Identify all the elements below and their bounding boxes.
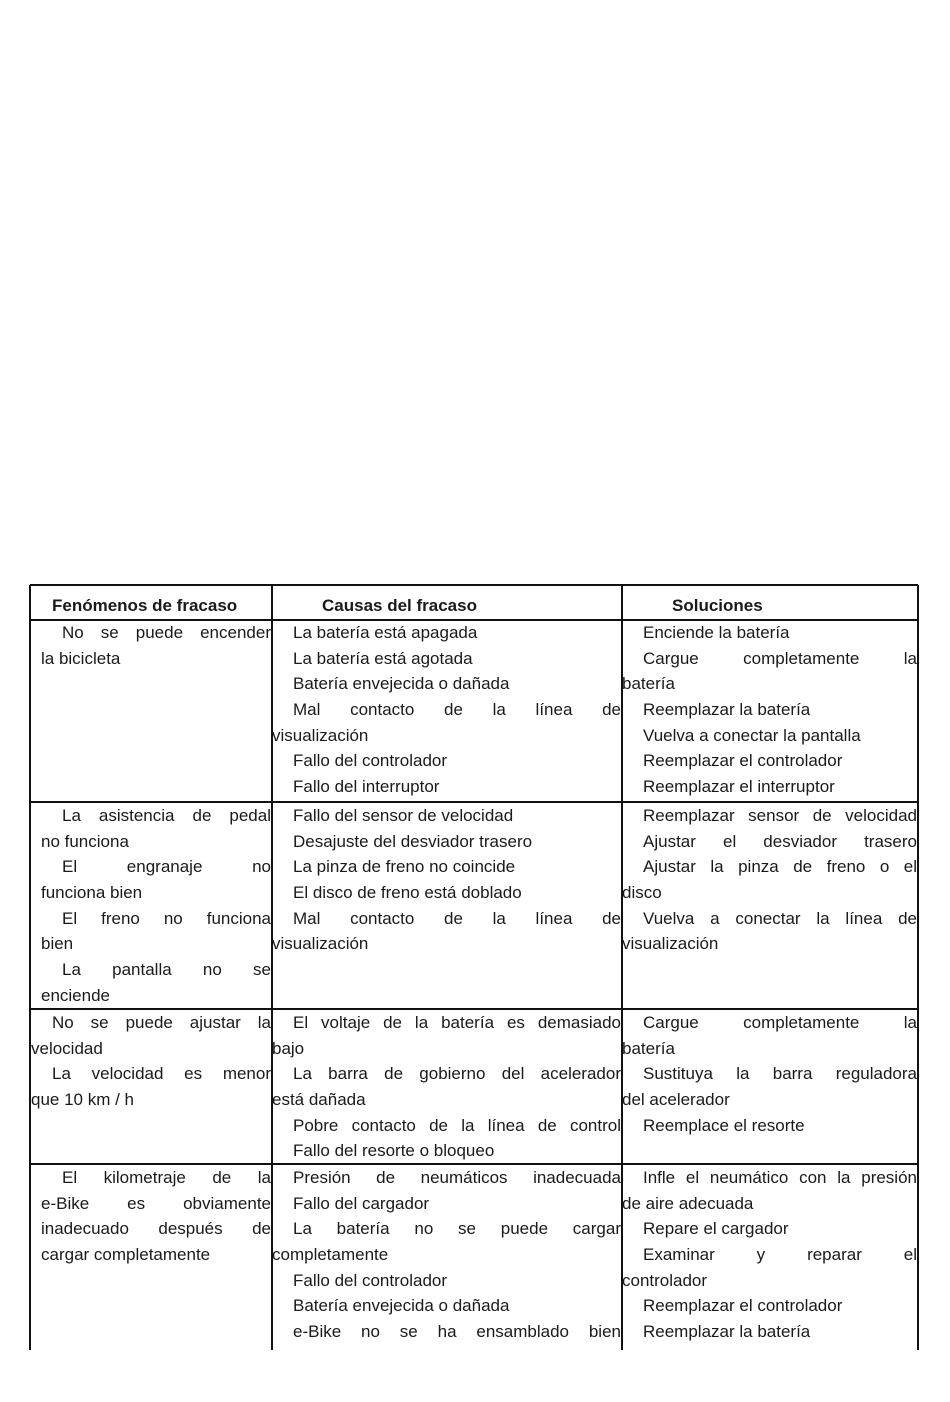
cell-line: Reemplazar el interruptor xyxy=(643,777,835,797)
cell-line: cargar completamente xyxy=(41,1245,211,1265)
cell-line: Repare el cargador xyxy=(643,1219,789,1239)
cell-line: El kilometraje de la xyxy=(62,1168,271,1187)
causes-cell xyxy=(272,620,621,800)
cell-line: e-Bike no se ha ensamblado bien xyxy=(293,1322,621,1342)
cell-line: Batería envejecida o dañada xyxy=(293,674,510,694)
cell-line: La barra de gobierno del acelerador xyxy=(293,1064,621,1084)
cell-line: Reemplace el resorte xyxy=(643,1115,805,1135)
cell-line: Reemplazar sensor de velocidad xyxy=(643,806,917,825)
cell-line: Ajustar la pinza de freno o el xyxy=(643,857,917,877)
cell-line: de aire adecuada xyxy=(622,1193,754,1213)
solutions-cell xyxy=(622,803,917,957)
cell-line: El engranaje no xyxy=(62,857,271,877)
cell-line: La batería está apagada xyxy=(293,623,478,642)
cell-line: Fallo del resorte o bloqueo xyxy=(293,1141,495,1161)
cell-line: Ajustar el desviador trasero xyxy=(643,831,917,851)
solutions-cell xyxy=(622,620,917,800)
cell-line: la bicicleta xyxy=(41,648,121,668)
cell-line: La pinza de freno no coincide xyxy=(293,857,516,877)
solutions-cell xyxy=(622,1165,917,1345)
cell-line: La batería no se puede cargar xyxy=(293,1219,621,1239)
phenomena-cell xyxy=(31,1010,271,1113)
cell-line: batería xyxy=(622,674,675,694)
cell-line: controlador xyxy=(622,1270,708,1290)
cell-line: Enciende la batería xyxy=(643,623,790,642)
header-solutions: Soluciones xyxy=(672,596,763,615)
cell-line: Desajuste del desviador trasero xyxy=(293,831,533,851)
cell-line: Sustituya la barra reguladora xyxy=(643,1064,917,1084)
cell-line: bien xyxy=(41,934,74,954)
cell-line: batería xyxy=(622,1038,675,1058)
cell-line: Fallo del cargador xyxy=(293,1193,430,1213)
phenomena-cell xyxy=(41,803,271,1009)
cell-line: El freno no funciona xyxy=(62,908,271,928)
cell-line: Reemplazar el controlador xyxy=(643,1296,843,1316)
cell-line: La batería está agotada xyxy=(293,648,473,668)
cell-line: bajo xyxy=(272,1038,305,1058)
solutions-cell xyxy=(622,1010,917,1138)
cell-line: visualización xyxy=(622,934,719,954)
cell-line: visualización xyxy=(272,934,369,954)
cell-line: Batería envejecida o dañada xyxy=(293,1296,510,1316)
cell-line: Mal contacto de la línea de xyxy=(293,908,621,928)
cell-line: velocidad xyxy=(31,1038,103,1058)
cell-line: Fallo del sensor de velocidad xyxy=(293,806,514,825)
cell-line: Reemplazar la batería xyxy=(643,1322,811,1342)
cell-line: La velocidad es menor xyxy=(52,1064,271,1084)
phenomena-cell xyxy=(41,620,271,671)
cell-line: Vuelva a conectar la línea de xyxy=(643,908,917,928)
header-causes: Causas del fracaso xyxy=(322,596,477,615)
cell-line: está dañada xyxy=(272,1090,366,1110)
cell-line: no funciona xyxy=(41,831,129,851)
cell-line: funciona bien xyxy=(41,883,143,903)
causes-cell xyxy=(272,1010,621,1164)
causes-cell xyxy=(272,803,621,957)
cell-line: Examinar y reparar el xyxy=(643,1245,917,1265)
cell-line: Presión de neumáticos inadecuada xyxy=(293,1168,621,1187)
cell-line: Infle el neumático con la presión xyxy=(643,1168,917,1187)
header-phenomena: Fenómenos de fracaso xyxy=(52,596,238,615)
cell-line: El voltaje de la batería es demasiado xyxy=(293,1013,621,1032)
cell-line: Mal contacto de la línea de xyxy=(293,700,621,720)
cell-line: Cargue completamente la xyxy=(643,1013,917,1032)
cell-line: disco xyxy=(622,883,662,903)
cell-line: Fallo del interruptor xyxy=(293,777,440,797)
cell-line: Reemplazar la batería xyxy=(643,700,811,720)
cell-line: Pobre contacto de la línea de control xyxy=(293,1115,621,1135)
cell-line: Cargue completamente la xyxy=(643,648,917,668)
cell-line: No se puede ajustar la xyxy=(52,1013,271,1032)
cell-line: visualización xyxy=(272,725,369,745)
cell-line: completamente xyxy=(272,1245,389,1265)
cell-line: enciende xyxy=(41,985,111,1005)
cell-line: Vuelva a conectar la pantalla xyxy=(643,725,861,745)
cell-line: e-Bike es obviamente xyxy=(41,1193,271,1213)
cell-line: del acelerador xyxy=(622,1090,730,1110)
phenomena-cell xyxy=(41,1165,271,1268)
cell-line: Fallo del controlador xyxy=(293,751,448,771)
cell-line: que 10 km / h xyxy=(31,1090,135,1110)
cell-line: El disco de freno está doblado xyxy=(293,883,522,903)
cell-line: Reemplazar el controlador xyxy=(643,751,843,771)
cell-line: Fallo del controlador xyxy=(293,1270,448,1290)
cell-line: La pantalla no se xyxy=(62,960,271,980)
cell-line: La asistencia de pedal xyxy=(62,806,271,825)
causes-cell xyxy=(272,1165,621,1345)
cell-line: No se puede encender xyxy=(62,623,271,642)
cell-line: inadecuado después de xyxy=(41,1219,271,1239)
